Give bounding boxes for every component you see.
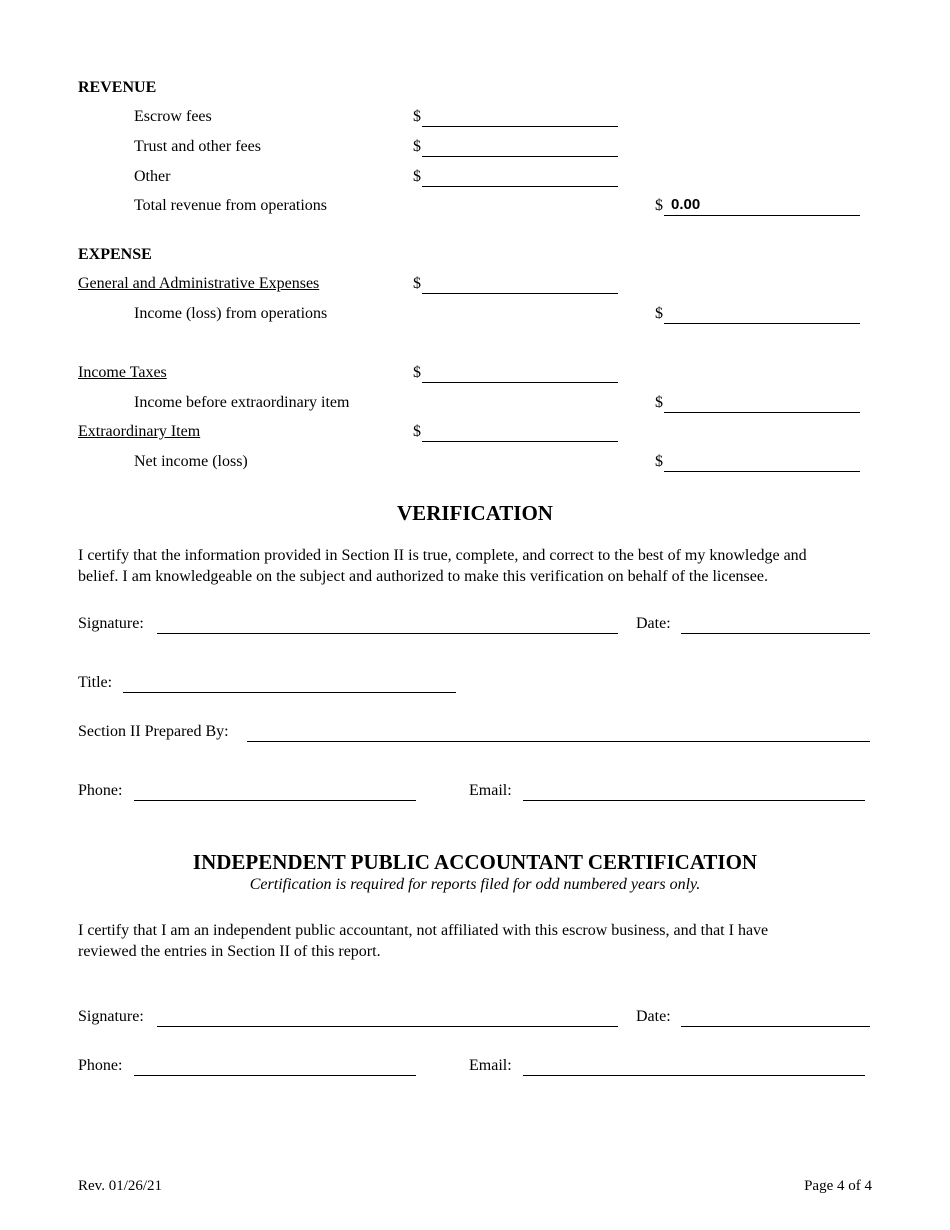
signature-label: Signature: [78,615,144,632]
date-label: Date: [636,615,671,632]
email-label: Email: [469,782,512,799]
net-income-label: Net income (loss) [134,453,248,470]
expense-heading: EXPENSE [78,246,152,263]
phone-field[interactable] [134,782,416,801]
gen-admin-field[interactable] [422,275,618,294]
revenue-heading: REVENUE [78,79,157,96]
other-revenue-field[interactable] [422,168,618,187]
ipa-subtitle: Certification is required for reports filed for odd numbered years only. [249,876,701,893]
currency-symbol: $ [655,394,663,411]
escrow-fees-label: Escrow fees [134,108,212,125]
total-revenue-label: Total revenue from operations [134,197,328,214]
ipa-title: INDEPENDENT PUBLIC ACCOUNTANT CERTIFICATION [192,850,758,874]
date-field[interactable] [681,615,870,634]
verification-text-line: belief. I am knowledgeable on the subject and authorized to make this verification on behalf of the licensee. [78,568,768,585]
ipa-signature-label: Signature: [78,1008,144,1025]
verification-text-line: I certify that the information provided in Section II is true, complete, and correct to the best of my knowledge and [78,547,807,564]
currency-symbol: $ [655,305,663,322]
verification-text [78,545,878,587]
currency-symbol: $ [413,423,421,440]
income-ops-field[interactable] [664,305,860,324]
ipa-signature-field[interactable] [157,1008,618,1027]
ipa-date-label: Date: [636,1008,671,1025]
ipa-text [78,920,878,962]
signature-field[interactable] [157,615,618,634]
currency-symbol: $ [655,197,663,214]
ipa-email-field[interactable] [523,1057,865,1076]
ipa-phone-field[interactable] [134,1057,416,1076]
trust-fees-field[interactable] [422,138,618,157]
prepared-by-field[interactable] [247,723,870,742]
currency-symbol: $ [655,453,663,470]
income-before-field[interactable] [664,394,860,413]
title-label: Title: [78,674,113,691]
income-ops-label: Income (loss) from operations [134,305,328,322]
escrow-fees-field[interactable] [422,108,618,127]
currency-symbol: $ [413,168,421,185]
phone-label: Phone: [78,782,123,799]
extraordinary-field[interactable] [422,423,618,442]
extraordinary-label: Extraordinary Item [78,423,201,440]
total-revenue-field[interactable] [664,197,860,216]
total-revenue-value: 0.00 [671,196,701,213]
revision-date: Rev. 01/26/21 [78,1178,163,1194]
ipa-text-line: I certify that I am an independent public accountant, not affiliated with this escrow business, and that I have [78,922,769,939]
prepared-by-label: Section II Prepared By: [78,723,229,740]
income-before-label: Income before extraordinary item [134,394,350,411]
page-number: Page 4 of 4 [804,1178,872,1194]
currency-symbol: $ [413,138,421,155]
net-income-field[interactable] [664,453,860,472]
income-taxes-label: Income Taxes [78,364,167,381]
verification-title: VERIFICATION [397,501,553,525]
currency-symbol: $ [413,364,421,381]
ipa-email-label: Email: [469,1057,512,1074]
income-taxes-field[interactable] [422,364,618,383]
title-field[interactable] [123,674,456,693]
currency-symbol: $ [413,275,421,292]
currency-symbol: $ [413,108,421,125]
ipa-phone-label: Phone: [78,1057,123,1074]
trust-fees-label: Trust and other fees [134,138,261,155]
ipa-date-field[interactable] [681,1008,870,1027]
ipa-text-line: reviewed the entries in Section II of this report. [78,943,381,960]
gen-admin-label: General and Administrative Expenses [78,275,320,292]
email-field[interactable] [523,782,865,801]
other-revenue-label: Other [134,168,171,185]
